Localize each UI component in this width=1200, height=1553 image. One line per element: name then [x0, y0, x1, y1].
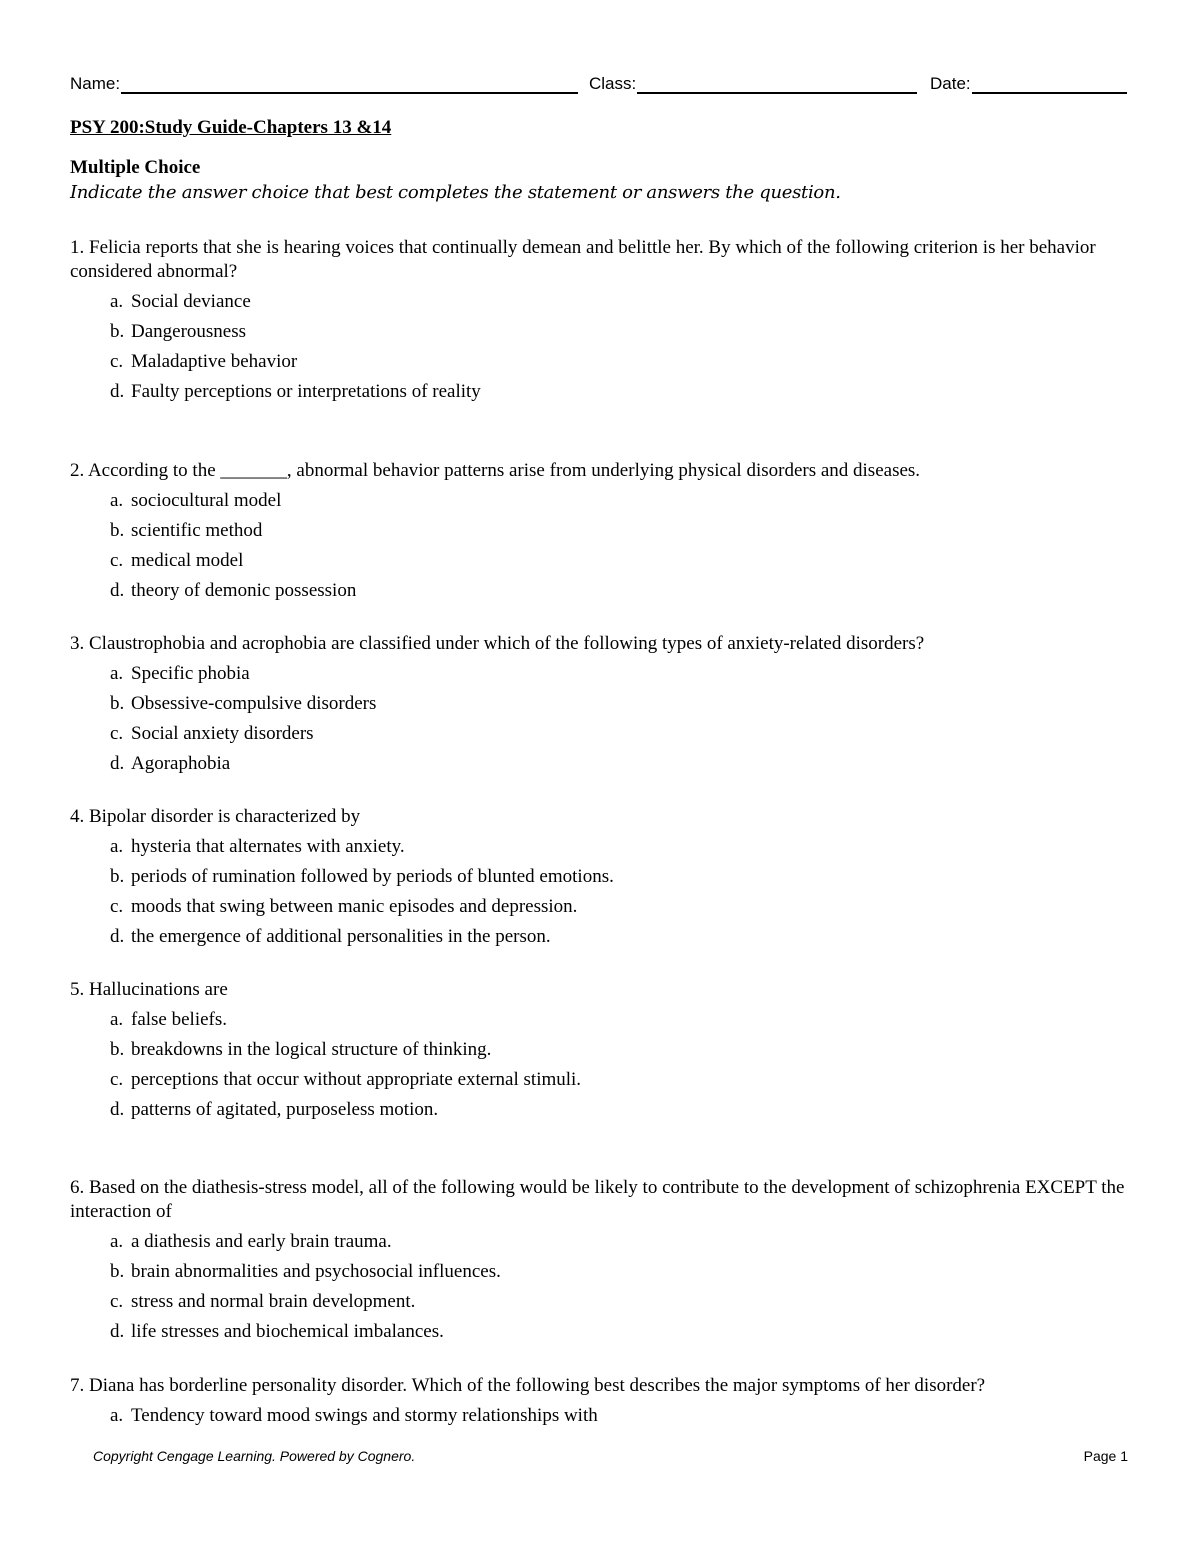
page-number: Page 1 [1083, 1448, 1128, 1464]
choice-text: theory of demonic possession [131, 580, 357, 601]
question-text: 7. Diana has borderline personality disorder. Which of the following best describes the major symptoms of her disorder? [70, 1375, 986, 1396]
choice-text: medical model [131, 550, 244, 571]
question-1 [70, 236, 1135, 404]
question-text: 3. Claustrophobia and acrophobia are classified under which of the following types of anxiety-related disorders? [70, 633, 925, 654]
choice-letter: c. [110, 550, 124, 571]
choice-text: Agoraphobia [131, 753, 231, 774]
choice-text: false beliefs. [131, 1009, 228, 1030]
choice-text: hysteria that alternates with anxiety. [131, 836, 405, 857]
date-blank-line[interactable] [972, 74, 1127, 94]
choice-letter: a. [110, 1231, 124, 1252]
question-text: 1. Felicia reports that she is hearing voices that continually demean and belittle her. By which of the following criterion is her behavior considered abnormal? [70, 237, 1096, 282]
choice-text: breakdowns in the logical structure of thinking. [131, 1039, 492, 1060]
section-heading: Multiple Choice [70, 157, 201, 178]
choice-letter: b. [110, 1039, 125, 1060]
choice-letter: a. [110, 836, 124, 857]
question-6 [70, 1176, 1135, 1344]
choice-text: Specific phobia [131, 663, 250, 684]
choice-letter: b. [110, 866, 125, 887]
question-2 [70, 459, 1135, 603]
choice-letter: a. [110, 1009, 124, 1030]
class-blank-line[interactable] [637, 74, 917, 94]
question-text: 2. According to the _______, abnormal behavior patterns arise from underlying physical disorders and diseases. [70, 460, 921, 481]
choice-letter: c. [110, 896, 124, 917]
choice-3d[interactable] [70, 752, 1135, 776]
choice-letter: a. [110, 291, 124, 312]
choice-letter: a. [110, 1405, 124, 1426]
choice-2a[interactable] [70, 489, 1135, 513]
choice-text: a diathesis and early brain trauma. [131, 1231, 392, 1252]
header-fields [70, 70, 1130, 96]
question-text: 6. Based on the diathesis-stress model, all of the following would be likely to contribute to the development of schizophrenia EXCEPT the interaction of [70, 1177, 1125, 1222]
choice-letter: c. [110, 351, 124, 372]
date-label: Date: [930, 74, 971, 93]
choice-letter: a. [110, 663, 124, 684]
choice-text: scientific method [131, 520, 263, 541]
choice-1d[interactable] [70, 380, 1135, 404]
name-blank-line[interactable] [121, 74, 578, 94]
choice-text: Social deviance [131, 291, 251, 312]
footer-copyright: Copyright Cengage Learning. Powered by Cognero. [93, 1448, 416, 1464]
choice-letter: b. [110, 520, 125, 541]
choice-4b[interactable] [70, 865, 1135, 889]
choice-text: perceptions that occur without appropriate external stimuli. [131, 1069, 582, 1090]
choice-6c[interactable] [70, 1290, 1135, 1314]
question-text: 5. Hallucinations are [70, 979, 228, 1000]
choice-letter: b. [110, 321, 125, 342]
choice-2b[interactable] [70, 519, 1135, 543]
choice-6b[interactable] [70, 1260, 1135, 1284]
section-instructions: Indicate the answer choice that best completes the statement or answers the question. [70, 182, 841, 203]
choice-letter: b. [110, 693, 125, 714]
choice-text: Faulty perceptions or interpretations of reality [131, 381, 481, 402]
class-field[interactable] [589, 70, 917, 94]
choice-6d[interactable] [70, 1320, 1135, 1344]
choice-6a[interactable] [70, 1230, 1135, 1254]
choice-3c[interactable] [70, 722, 1135, 746]
choice-3a[interactable] [70, 662, 1135, 686]
choice-letter: c. [110, 1291, 124, 1312]
choice-2d[interactable] [70, 579, 1135, 603]
choice-text: Tendency toward mood swings and stormy relationships with [131, 1405, 598, 1426]
choice-text: life stresses and biochemical imbalances. [131, 1321, 444, 1342]
question-3 [70, 632, 1135, 776]
choice-text: sociocultural model [131, 490, 282, 511]
choice-1c[interactable] [70, 350, 1135, 374]
choice-5d[interactable] [70, 1098, 1135, 1122]
choice-1b[interactable] [70, 320, 1135, 344]
choice-text: periods of rumination followed by periods of blunted emotions. [131, 866, 614, 887]
choice-letter: d. [110, 753, 125, 774]
choice-text: patterns of agitated, purposeless motion. [131, 1099, 439, 1120]
choice-text: moods that swing between manic episodes and depression. [131, 896, 578, 917]
choice-text: the emergence of additional personalities in the person. [131, 926, 551, 947]
name-field[interactable] [70, 70, 578, 94]
choice-4d[interactable] [70, 925, 1135, 949]
choice-5c[interactable] [70, 1068, 1135, 1092]
choice-letter: d. [110, 1099, 125, 1120]
class-label: Class: [589, 74, 637, 93]
choice-letter: d. [110, 580, 125, 601]
choice-4c[interactable] [70, 895, 1135, 919]
choice-letter: c. [110, 723, 124, 744]
name-label: Name: [70, 74, 121, 93]
choice-letter: d. [110, 1321, 125, 1342]
choice-2c[interactable] [70, 549, 1135, 573]
choice-1a[interactable] [70, 290, 1135, 314]
choice-letter: a. [110, 490, 124, 511]
date-field[interactable] [930, 70, 1127, 94]
choice-7a[interactable] [70, 1404, 1135, 1428]
choice-5a[interactable] [70, 1008, 1135, 1032]
choice-5b[interactable] [70, 1038, 1135, 1062]
choice-letter: b. [110, 1261, 125, 1282]
choice-text: Maladaptive behavior [131, 351, 298, 372]
choice-text: Dangerousness [131, 321, 247, 342]
choice-text: stress and normal brain development. [131, 1291, 416, 1312]
choice-text: Obsessive-compulsive disorders [131, 693, 377, 714]
choice-letter: d. [110, 926, 125, 947]
question-5 [70, 978, 1135, 1122]
choice-text: brain abnormalities and psychosocial influences. [131, 1261, 501, 1282]
document-title: PSY 200:Study Guide-Chapters 13 &14 [70, 117, 392, 138]
choice-3b[interactable] [70, 692, 1135, 716]
choice-text: Social anxiety disorders [131, 723, 314, 744]
choice-4a[interactable] [70, 835, 1135, 859]
question-text: 4. Bipolar disorder is characterized by [70, 806, 361, 827]
question-4 [70, 805, 1135, 949]
choice-letter: c. [110, 1069, 124, 1090]
question-7 [70, 1374, 1135, 1428]
choice-letter: d. [110, 381, 125, 402]
